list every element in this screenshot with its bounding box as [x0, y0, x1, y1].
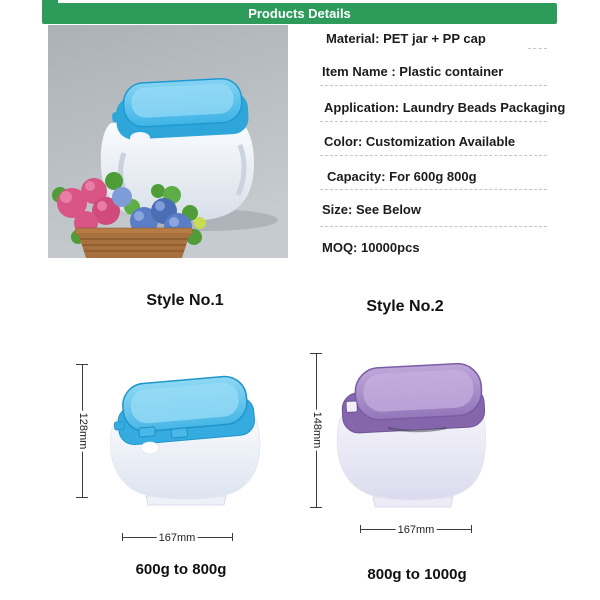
detail-application: Application: Laundry Beads Packaging — [324, 100, 566, 115]
style2-title: Style No.2 — [366, 298, 444, 315]
divider-dashed — [320, 189, 547, 190]
product-photo — [48, 25, 288, 258]
lid-notch — [130, 132, 150, 144]
container-lid — [111, 77, 250, 140]
dimension-tick — [310, 507, 322, 508]
dimension-tick — [232, 533, 233, 541]
dimension-tick — [471, 525, 472, 533]
detail-material: Material: PET jar + PP cap — [326, 31, 486, 46]
detail-moq: MOQ: 10000pcs — [322, 240, 420, 255]
style1-capacity-caption: 600g to 800g — [135, 561, 227, 578]
style2-capacity-caption: 800g to 1000g — [367, 566, 467, 583]
divider-dashed — [320, 85, 547, 86]
style2-drawing — [328, 362, 503, 510]
detail-capacity: Capacity: For 600g 800g — [327, 169, 477, 184]
style1-drawing — [98, 372, 273, 512]
detail-item-name: Item Name : Plastic container — [322, 64, 504, 79]
dimension-tick — [360, 525, 361, 533]
detail-size: Size: See Below — [322, 202, 421, 217]
style1-height-label: 128mm — [77, 412, 89, 450]
divider-dashed — [320, 155, 547, 156]
dimension-tick — [76, 364, 88, 365]
style2-width-label: 167mm — [397, 524, 435, 536]
dimension-tick — [76, 497, 88, 498]
detail-color: Color: Customization Available — [324, 134, 516, 149]
container-lid — [111, 374, 256, 446]
divider-dashed — [320, 121, 547, 122]
style1-title: Style No.1 — [146, 292, 224, 309]
dimension-tick — [310, 353, 322, 354]
divider-dashed — [528, 48, 547, 49]
container-lid — [340, 362, 485, 433]
style2-height-label: 148mm — [311, 411, 323, 449]
lid-notch — [141, 442, 159, 454]
dimension-tick — [122, 533, 123, 541]
page-title: Products Details — [248, 6, 351, 21]
divider-dashed — [320, 226, 547, 227]
section-header — [42, 3, 557, 24]
style1-width-label: 167mm — [158, 532, 196, 544]
